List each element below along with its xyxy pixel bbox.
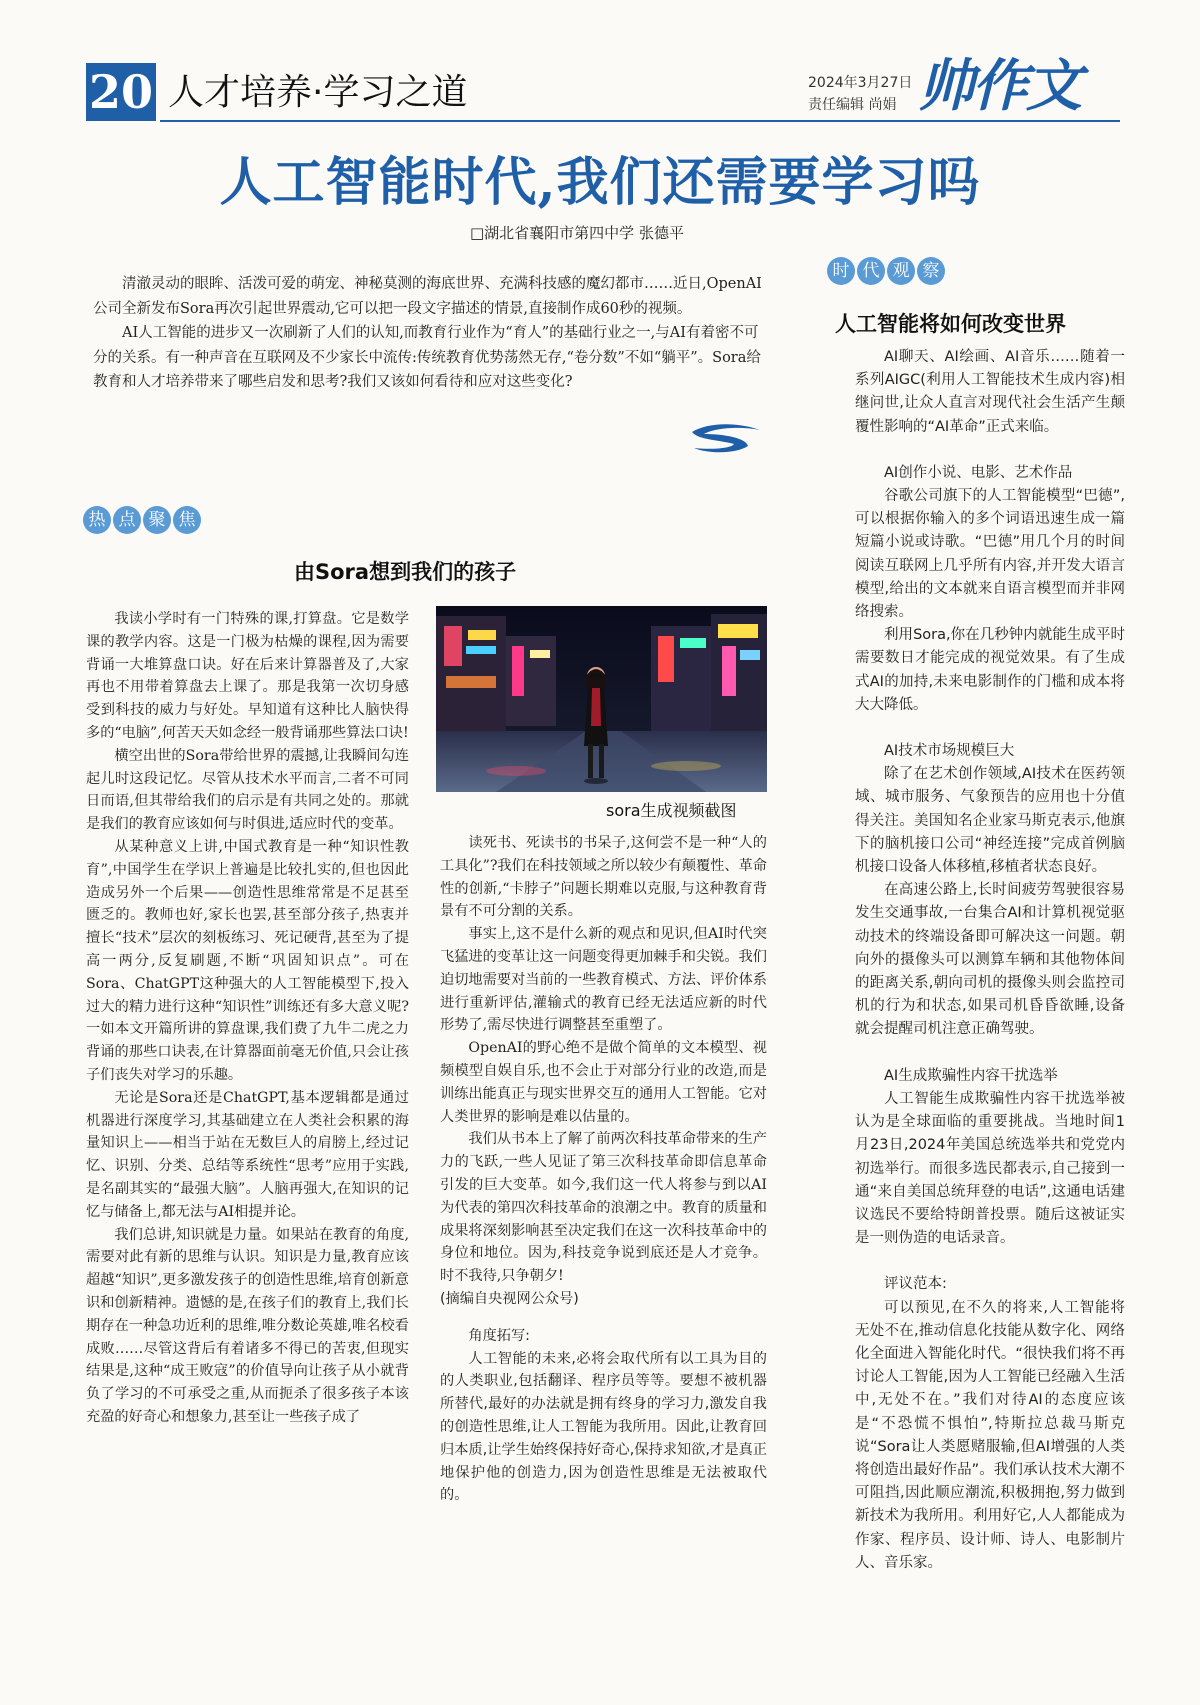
issue-date: 2024年3月27日 [808, 75, 913, 91]
article-title: 人工智能时代,我们还需要学习吗 [219, 152, 981, 213]
paragraph: 除了在艺术创作领域,AI技术在医药领域、城市服务、气象预告的应用也十分值得关注。美国知名企业家马斯克表示,他旗下的脑机接口公司“神经连接”完成首例脑机接口设备人体移植,移植者状态良好。 [855, 766, 1125, 876]
subsection-title: AI技术市场规模巨大 [884, 743, 1015, 760]
subsection-title: 评议范本: [884, 1276, 947, 1293]
tag-char: 焦 [173, 506, 201, 534]
editor-credit: 责任编辑 尚娟 [808, 97, 897, 113]
article-author: □湖北省襄阳市第四中学 张德平 [470, 224, 684, 242]
night-city-street-image [436, 606, 767, 792]
sora-video-screenshot [436, 606, 767, 792]
section-tag-focus [83, 506, 203, 534]
brand-logo: 帅作文 [918, 53, 1080, 119]
article-intro [93, 272, 763, 395]
right-column [855, 346, 1125, 1575]
intro-paragraph: 清澈灵动的眼眸、活泼可爱的萌宠、神秘莫测的海底世界、充满科技感的魔幻都市……近日,OpenAI公司全新发布Sora再次引起世界震动,它可以把一段文字描述的情景,直接制作成60秒的视频。 [93, 276, 762, 317]
photo-caption: sora生成视频截图 [606, 801, 737, 820]
paragraph: OpenAI的野心绝不是做个简单的文本模型、视频模型自娱自乐,也不会止于对部分行业的改造,而是训练出能真正与现实世界交互的通用人工智能。它对人类世界的影响是难以估量的。 [440, 1040, 767, 1125]
angle-heading: 角度拓写: [468, 1327, 530, 1344]
paragraph: 我读小学时有一门特殊的课,打算盘。它是数学课的教学内容。这是一门极为枯燥的课程,因为需要背诵一大堆算盘口诀。好在后来计算器普及了,大家再也不用带着算盘去上课了。那是我第一次切身感受到科技的威力与好处。早知道有这种比人脑快得多的“电脑”,何苦天天如念经一般背诵那些算法口诀! [86, 611, 409, 741]
page-number: 20 [86, 63, 156, 121]
section-title: 人才培养·学习之道 [168, 72, 468, 113]
tag-char: 观 [887, 257, 915, 285]
paragraph: 在高速公路上,长时间疲劳驾驶很容易发生交通事故,一台集合AI和计算机视觉驱动技术的终端设备即可解决这一问题。朝向外的摄像头可以测算车辆和其他物体间的距离关系,朝向司机的摄像头则会监控司机的行为和状态,如果司机昏昏欲睡,设备就会提醒司机注意正确驾驶。 [855, 882, 1125, 1038]
swoosh-icon [688, 422, 764, 456]
paragraph: 我们总讲,知识就是力量。如果站在教育的角度,需要对此有新的思维与认识。知识是力量,教育应该超越“知识”,更多激发孩子的创造性思维,培育创新意识和创新精神。遗憾的是,在孩子们的教育上,我们长期存在一种急功近利的思维,唯分数论英雄,唯名校看成败……尽管这背后有着诸多不得已的苦衷,但现实结果是,这种“成王败寇”的价值导向让孩子从小就背负了学习的不可承受之重,从而扼杀了很多孩子本该充盈的好奇心和想象力,甚至让一些孩子成了 [86, 1226, 409, 1425]
angle-paragraph: 人工智能的未来,必将会取代所有以工具为目的的人类职业,包括翻译、程序员等等。要想不被机器所替代,最好的办法就是拥有终身的学习力,激发自我的创造性思维,让人工智能为我所用。因此,让教育回归本质,让学生始终保持好奇心,保持求知欲,才是真正地保护他的创造力,因为创造性思维是无法被取代的。 [440, 1350, 767, 1504]
paragraph: 从某种意义上讲,中国式教育是一种“知识性教育”,中国学生在学识上普遍是比较扎实的,但也因此造成另外一个后果——创造性思维常常是不足甚至匮乏的。教师也好,家长也罢,甚至部分孩子,热衷并擅长“技术”层次的刻板练习、死记硬背,甚至为了提高一两分,反复刷题,不断“巩固知识点”。可在Sora、ChatGPT这种强大的人工智能模型下,投入过大的精力进行这种“知识性”训练还有多大意义呢?一如本文开篇所讲的算盘课,我们费了九牛二虎之力背诵的那些口诀表,在计算器面前毫无价值,只会让孩子们丧失对学习的乐趣。 [86, 838, 409, 1083]
tag-char: 点 [113, 506, 141, 534]
tag-char: 察 [917, 257, 945, 285]
paragraph: 无论是Sora还是ChatGPT,基本逻辑都是通过机器进行深度学习,其基础建立在人类社会积累的海量知识上——相当于站在无数巨人的肩膀上,经过记忆、识别、分类、总结等系统性“思考”应用于实践,是名副其实的“最强大脑”。人脑再强大,在知识的记忆与储备上,都无法与AI相提并论。 [86, 1089, 409, 1220]
header-divider [160, 120, 1120, 122]
focus-heading: 由Sora想到我们的孩子 [294, 560, 517, 584]
paragraph: 我们从书本上了解了前两次科技革命带来的生产力的飞跃,一些人见证了第三次科技革命即信息革命引发的巨大变革。如今,我们这一代人将参与到以AI为代表的第四次科技革命的浪潮之中。教育的质量和成果将深刻影响甚至决定我们在这一次科技革命中的身位和地位。因为,科技竞争说到底还是人才竞争。时不我待,只争朝夕! [440, 1131, 767, 1285]
paragraph: 人工智能生成欺骗性内容干扰选举被认为是全球面临的重要挑战。当地时间1月23日,2024年美国总统选举共和党党内初选举行。而很多选民都表示,自己接到一通“来自美国总统拜登的电话”,这通电话建议选民不要给特朗普投票。随后这被证实是一则伪造的电话录音。 [855, 1090, 1125, 1247]
source-credit: (摘编自央视网公众号) [440, 1290, 579, 1307]
right-heading: 人工智能将如何改变世界 [835, 312, 1066, 336]
section-tag-era [827, 257, 947, 285]
right-intro: AI聊天、AI绘画、AI音乐……随着一系列AIGC(利用人工智能技术生成内容)相继问世,让众人直言对现代社会生活产生颠覆性影响的“AI革命”正式来临。 [855, 349, 1125, 435]
tag-char: 热 [83, 506, 111, 534]
tag-char: 时 [827, 257, 855, 285]
paragraph: 谷歌公司旗下的人工智能模型“巴德”,可以根据你输入的多个词语迅速生成一篇短篇小说或诗歌。“巴德”用几个月的时间阅读互联网上几乎所有内容,并开发大语言模型,给出的文本就来自语言模型而并非网络搜索。 [855, 488, 1125, 621]
tag-char: 聚 [143, 506, 171, 534]
paragraph: 可以预见,在不久的将来,人工智能将无处不在,推动信息化技能从数字化、网络化全面进入智能化时代。“很快我们将不再讨论人工智能,因为人工智能已经融入生活中,无处不在。”我们对待AI的态度应该是“不恐慌不惧怕”,特斯拉总裁马斯克说“Sora让人类愿赌服输,但AI增强的人类将创造出最好作品”。我们承认技术大潮不可阻挡,因此顺应潮流,积极拥抱,努力做到新技术为我所用。利用好它,人人都能成为作家、程序员、设计师、诗人、电影制片人、音乐家。 [855, 1299, 1125, 1571]
intro-paragraph: AI人工智能的进步又一次刷新了人们的认知,而教育行业作为“育人”的基础行业之一,与AI有着密不可分的关系。有一种声音在互联网及不少家长中流传:传统教育优势荡然无存,“卷分数”不如“躺平”。Sora给教育和人才培养带来了哪些启发和思考?我们又该如何看待和应对这些变化? [93, 325, 761, 390]
focus-column-2 [440, 832, 767, 1507]
subsection-title: AI生成欺骗性内容干扰选举 [884, 1067, 1058, 1084]
focus-column-1 [86, 608, 409, 1429]
tag-char: 代 [857, 257, 885, 285]
paragraph: 事实上,这不是什么新的观点和见识,但AI时代突飞猛进的变革让这一问题变得更加棘手和尖锐。我们迫切地需要对当前的一些教育模式、方法、评价体系进行重新评估,灌输式的教育已经无法适应新的时代形势了,需尽快进行调整甚至重塑了。 [440, 926, 767, 1034]
subsection-title: AI创作小说、电影、艺术作品 [884, 464, 1073, 481]
paragraph: 利用Sora,你在几秒钟内就能生成平时需要数日才能完成的视觉效果。有了生成式AI的加持,未来电影制作的门槛和成本将大大降低。 [855, 627, 1125, 713]
paragraph: 读死书、死读书的书呆子,这何尝不是一种“人的工具化”?我们在科技领域之所以较少有颠覆性、革命性的创新,“卡脖子”问题长期难以克服,与这种教育背景有不可分割的关系。 [440, 835, 767, 920]
paragraph: 横空出世的Sora带给世界的震撼,让我瞬间勾连起儿时这段记忆。尽管从技术水平而言,二者不可同日而语,但其带给我们的启示是有共同之处的。那就是我们的教育应该如何与时俱进,适应时代的变革。 [86, 747, 409, 833]
